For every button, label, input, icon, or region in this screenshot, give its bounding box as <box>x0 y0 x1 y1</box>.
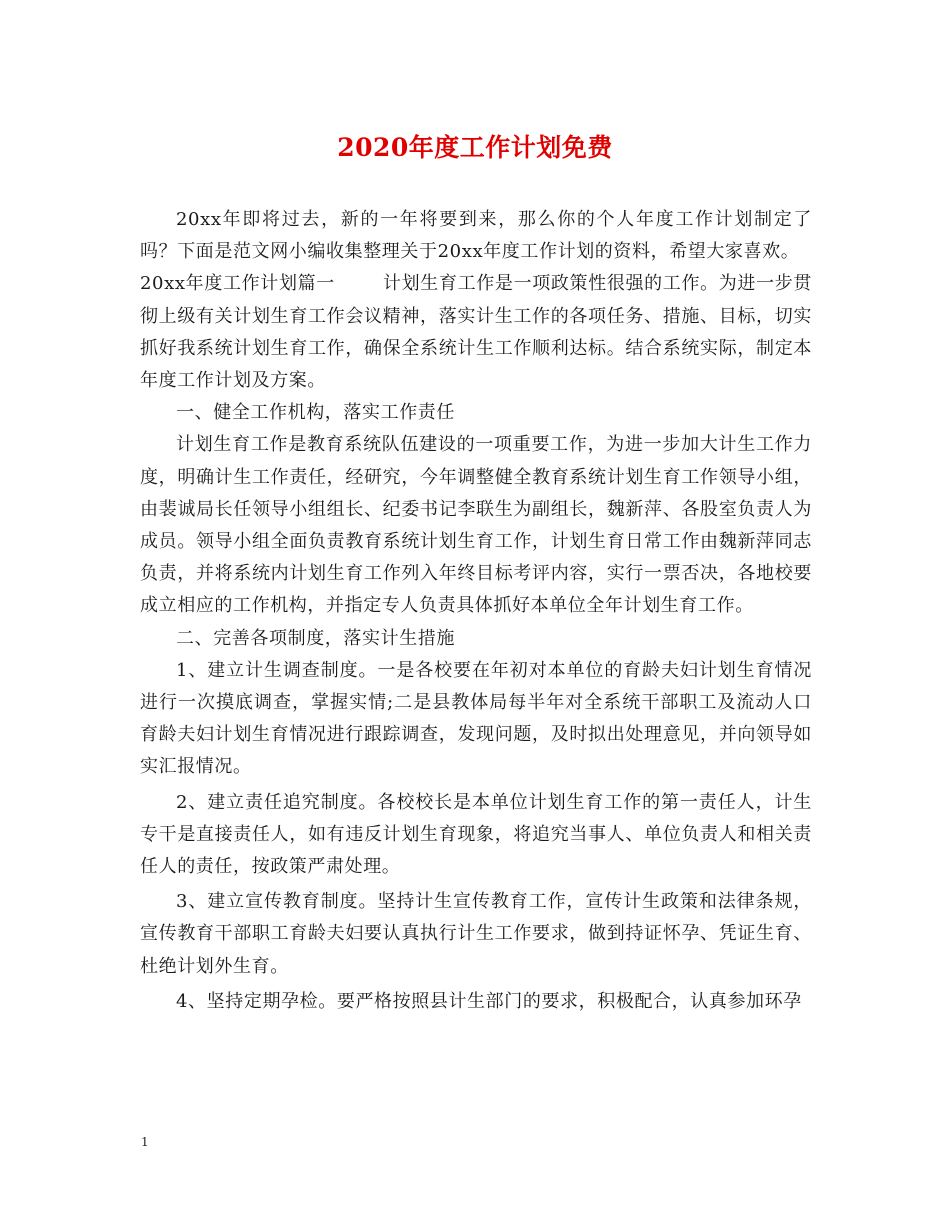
page-number: 1 <box>141 1135 149 1149</box>
paragraph-organization: 计划生育工作是教育系统队伍建设的一项重要工作，为进一步加大计生工作力度，明确计生工作责任，经研究，今年调整健全教育系统计划生育工作领导小组，由裴诚局长任领导小组组长、纪委书记李联生为副组长，魏新萍、各股室负责人为成员。领导小组全面负责教育系统计划生育工作，计划生育日常工作由魏新萍同志负责，并将系统内计划生育工作列入年终目标考评内容，实行一票否决，各地校要成立相应的工作机构，并指定专人负责具体抓好本单位全年计划生育工作。 <box>140 434 812 617</box>
document-title: 2020年度工作计划免费 <box>337 133 613 162</box>
paragraph-item-3: 3、建立宣传教育制度。坚持计生宣传教育工作，宣传计生政策和法律条规，宣传教育干部职工育龄夫妇要认真执行计生工作要求，做到持证怀孕、凭证生育、杜绝计划外生育。 <box>140 891 812 977</box>
document-body <box>140 204 812 1018</box>
paragraph-plan-overview: 计划生育工作是一项政策性很强的工作。为进一步贯彻上级有关计划生育工作会议精神，落实计生工作的各项任务、措施、目标，切实抓好我系统计划生育工作，确保全系统计生工作顺利达标。结合系统实际，制定本年度工作计划及方案。 <box>140 273 812 392</box>
paragraph-item-1: 1、建立计生调查制度。一是各校要在年初对本单位的育龄夫妇计划生育情况进行一次摸底调查，掌握实情;二是县教体局每半年对全系统干部职工及流动人口育龄夫妇计划生育情况进行跟踪调查，发现问题，及时拟出处理意见，并向领导如实汇报情况。 <box>140 659 812 778</box>
paragraph-heading-1: 一、健全工作机构，落实工作责任 <box>176 402 455 424</box>
section-heading: 20xx年度工作计划篇一 <box>140 273 335 295</box>
paragraph-heading-2: 二、完善各项制度，落实计生措施 <box>176 627 455 649</box>
paragraph-item-4: 4、坚持定期孕检。要严格按照县计生部门的要求，积极配合，认真参加环孕 <box>176 990 802 1012</box>
paragraph-intro: 20xx年即将过去，新的一年将要到来，那么你的个人年度工作计划制定了吗？下面是范文网小编收集整理关于20xx年度工作计划的资料，希望大家喜欢。 <box>140 209 812 263</box>
paragraph-section-heading-combined <box>140 268 812 397</box>
paragraph-item-2: 2、建立责任追究制度。各校校长是本单位计划生育工作的第一责任人，计生专干是直接责任人，如有违反计划生育现象，将追究当事人、单位负责人和相关责任人的责任，按政策严肃处理。 <box>140 791 812 878</box>
